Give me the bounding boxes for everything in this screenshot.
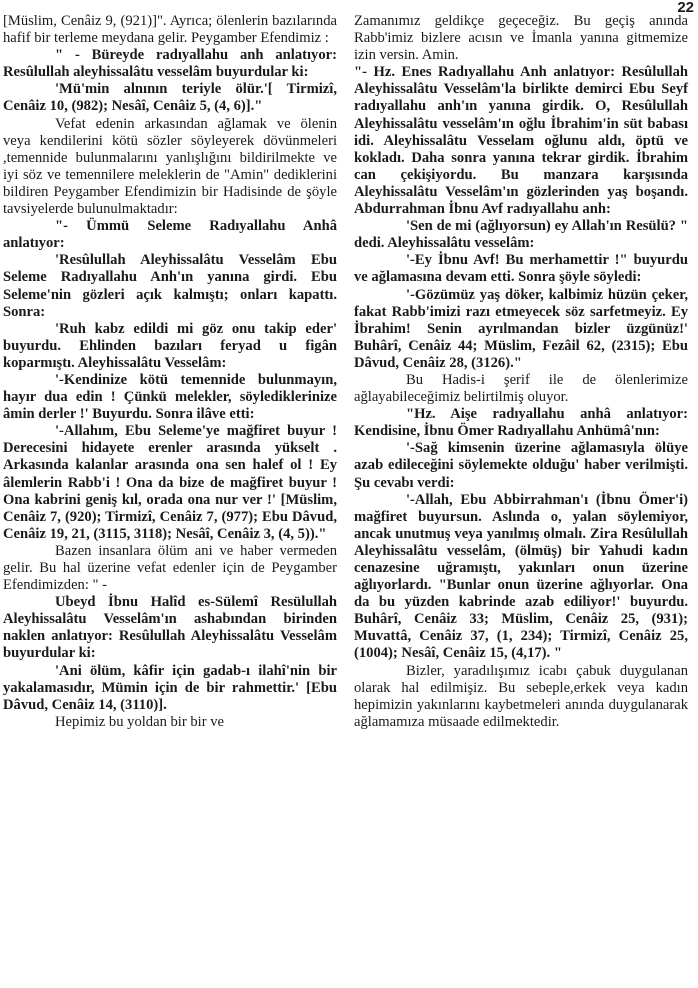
paragraph: '-Ey İbnu Avf! Bu merhamettir !" buyurdu ve ağlamasına devam etti. Sonra şöyle söyledi: [354, 252, 688, 286]
paragraph: '-Sağ kimsenin üzerine ağlamasıyla ölüye azab edileceğini söylemekte olduğu' haber verilmişti. Şu cevabı verdi: [354, 440, 688, 491]
paragraph: 'Resûlullah Aleyhissalâtu Vesselâm Ebu Seleme Radıyallahu Anh'ın yanına girdi. Ebu Seleme'nin gözleri açık kalmıştı; onları kapattı. Sonra: [3, 252, 337, 320]
paragraph: '-Kendinize kötü temennide bulunmayın, hayır dua edin ! Çünkü melekler, söylediklerinize âmin derler !' Buyurdu. Sonra ilâve etti: [3, 371, 337, 423]
paragraph: Bizler, yaradılışımız icabı çabuk duygulanan olarak hal edilmişiz. Bu sebeple,erkek veya kadın hepimizin yakınlarını kaybetmeleri anında duygulanarak ağlamamıza müsaade edilmektedir. [354, 662, 688, 730]
left-column [3, 13, 337, 731]
paragraph: 'Sen de mi (ağlıyorsun) ey Allah'ın Resülü? " dedi. Aleyhissalâtu vesselâm: [354, 218, 688, 252]
paragraph: '-Gözümüz yaş döker, kalbimiz hüzün çeker, fakat Rabb'imizi razı etmeyecek söz sarfetmeyiz. Ey İbrahim! Senin ayrılmandan bizler üzgünüz!' Buhârî, Cenâiz 44; Müslim, Fezâil 62, (2315); Ebu Dâvud, Cenâiz 28, (3126)." [354, 286, 688, 371]
paragraph: Zamanımız geldikçe geçeceğiz. Bu geçiş anında Rabb'imiz bizlere acısın ve İmanla yanına gitmemize izin versin. Amin. [354, 13, 688, 64]
paragraph: Bu Hadis-i şerif ile de ölenlerimize ağlayabileceğimiz belirtilmiş oluyor. [354, 371, 688, 406]
paragraph: 'Mü'min alnının teriyle ölür.'[ Tirmizî, Cenâiz 10, (982); Nesâî, Cenâiz 5, (4, 6)]." [3, 81, 337, 115]
paragraph: '-Allahım, Ebu Seleme'ye mağfiret buyur ! Derecesini hidayete erenler arasında yükselt . Arkasında kalanlar arasında ona sen halef ol ! Ey âlemlerin Rabb'i ! Ona da bize de mağfiret buyur ! Ona kabrini geniş kıl, orada ona nur ver !' [Müslim, Cenâiz 7, (920); Tirmizî, Cenâiz 7, (977); Ebu Dâvud, Cenâiz 19, 21, (3115, 3118); Nesâî, Cenâiz 3, (4, 5))." [3, 423, 337, 542]
paragraph: Hepimiz bu yoldan bir bir ve [55, 713, 225, 730]
paragraph: [Müslim, Cenâiz 9, (921)]". Ayrıca; ölenlerin bazılarında hafif bir terleme meydana gelir. Peygamber Efendimiz : [3, 13, 337, 47]
paragraph: Vefat edenin arkasından ağlamak ve ölenin veya kendilerini kötü sözler söyleyerek dövünmeleri ,temennide bulunmalarını yanlışlığını bildirilmekte ve iyi söz ve temennilere meleklerin de "Amin" dediklerini bildiren Peygamber Efendimizin bir Hadisinde de şöyle tavsiyelerde bulunulmaktadır: [3, 115, 337, 218]
paragraph: "- Hz. Enes Radıyallahu Anh anlatıyor: Resûlullah Aleyhissalâtu Vesselâm'la birlikte demirci Ebu Seyf radıyallahu anh'ın yanına girdik. O, Resûlullah Aleyhissalâtu vesselâm'ın oğlu İbrahim'in süt babası idi. Aleyhissalâtu Vesselam oğlunu aldı, öptü ve kokladı. Daha sonra yanına tekrar girdik. İbrahim can çekişiyordu. Bu manzara karşısında Aleyhissalâtu Vesselâm'ın gözlerinden yaş boşandı. Abdurrahman İbnu Avf radıyallahu anh: [354, 64, 688, 218]
paragraph: " - Büreyde radıyallahu anh anlatıyor: Resûlullah aleyhissalâtu vesselâm buyurdular ki: [3, 47, 337, 81]
page-number: 22 [677, 0, 694, 16]
paragraph: Bazen insanlara ölüm ani ve haber vermeden gelir. Bu hal üzerine vefat edenler için de Peygamber Efendimizden: " - [3, 542, 337, 594]
paragraph: '-Allah, Ebu Abbirrahman'ı (İbnu Ömer'i) mağfiret buyursun. Aslında o, yalan söylemiyor, ancak unutmuş veya yanılmış olmalı. Zira Resûlullah Aleyhissalâtu vesselâm, (ölmüş) bir Yahudi kadın cenazesine uğramıştı, yakınları onun üzerine ağlıyorlardı. "Bunlar onun üzerine ağlıyorlar. Ona da bu yüzden kabrinde azab ediliyor!' buyurdu. Buhârî, Cenâiz 33; Müslim, Cenâiz 25, (931); Muvattâ, Cenâiz 37, (1, 234); Tirmizî, Cenâiz 25, (1004); Nesâî, Cenâiz 15, (4,17). " [354, 491, 688, 662]
paragraph: 'Ani ölüm, kâfir için gadab-ı ilahî'nin bir yakalamasıdır, Mümin için de bir rahmettir.' [Ebu Dâvud, Cenâiz 14, (3110)]. [3, 662, 337, 713]
paragraph: "Hz. Aişe radıyallahu anhâ anlatıyor: Kendisine, İbnu Ömer Radıyallahu Anhümâ'nın: [354, 406, 688, 440]
paragraph: 'Ruh kabz edildi mi göz onu takip eder' buyurdu. Ehlinden bazıları feryad u figân koparmıştı. Aleyhissalâtu Vesselâm: [3, 320, 337, 371]
paragraph: "- Ümmü Seleme Radıyallahu Anhâ anlatıyor: [3, 218, 337, 252]
right-column [354, 13, 688, 731]
paragraph: Ubeyd İbnu Halîd es-Sülemî Resülullah Aleyhissalâtu Vesselâm'ın ashabından birinden naklen anlatıyor: Resûlullah Aleyhissalâtu Vesselâm buyurdular ki: [3, 594, 337, 662]
